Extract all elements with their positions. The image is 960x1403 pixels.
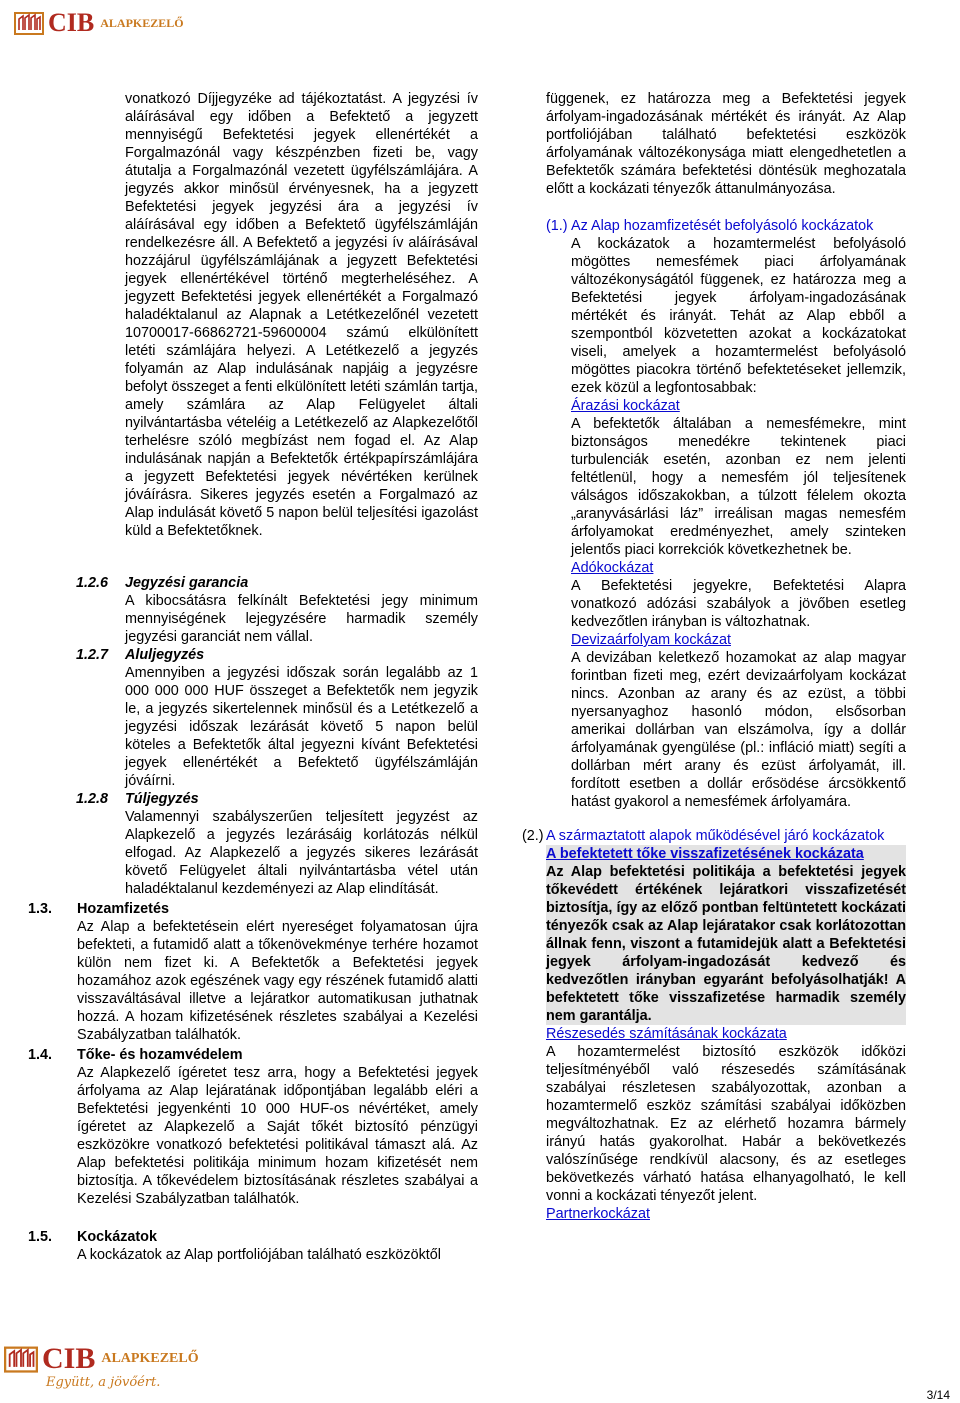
header-logo <box>14 6 184 40</box>
deviza-title: Devizaárfolyam kockázat <box>571 632 731 648</box>
s14-title: Tőke- és hozamvédelem <box>77 1047 243 1063</box>
cib-footer-logo-icon <box>4 1344 38 1374</box>
footer-tagline: Együtt, a jövőért. <box>46 1375 161 1390</box>
arazasi-body: A befektetők általában a nemesfémekre, mint biztonságos menedékre tekintenek piaci turbulenciák esetén, azonban ez nem jelenti feltétlenül, hogy a nemesfém jól teljesítenek válságos időszakokban, a túlzott félelem okozta „aranyvásárlási láz” irreálisan magas nemesfém árfolyamokat eredményezhet, amely szinteken jelentős piaci korrekciók következhetnek be. <box>571 416 906 558</box>
item-1 <box>571 217 906 811</box>
toke-title: A befektetett tőke visszafizetésének kockázata <box>546 845 906 863</box>
section-1-4 <box>77 1046 478 1208</box>
section-1-2-6 <box>125 574 478 646</box>
arazasi-title: Árazási kockázat <box>571 398 680 414</box>
s128-body: Valamennyi szabályszerűen teljesített jegyzést az Alapkezelő a jegyzés lezárásáig korlátozás nélkül elfogad. Az Alapkezelő a jegyzés sikeres lezárását követő Felügyelet általi nyilvántartásba vétel után haladéktalanul kezdeményezi az Alap elindítását. <box>125 809 478 897</box>
section-1-5 <box>77 1228 487 1264</box>
s126-number: 1.2.6 <box>76 575 109 591</box>
s14-body: Az Alapkezelő ígéretet tesz arra, hogy a Befektetési jegyek árfolyama az Alap lejáratának időpontjában legalább eléri a Befektetési jegyenkénti 10 000 HUF-os névértéket, amely ígéretet az Alapkezelő a Saját tőkét biztosító pénzügyi eszközökre vonatkozó befektetési politikával támaszt alá. Az Alap befektetési politikája minimum hozam kifizetését nem biztosítja. A tőkevédelem biztosításának részletes szabályai a Kezelési Szabályzatban találhatók. <box>77 1065 478 1207</box>
left-intro: vonatkozó Díjjegyzéke ad tájékoztatást. A jegyzési ív aláírásával egy időben a Befektető a jegyzett mennyiségű Befektetési jegyek ellenértékét a Forgalmazónál vagy készpénzben fizeti be, vagy átutalja a Forgalmazónál vezetett ügyfélszámlájára. A jegyzés akkor minősül érvényesnek, ha a jegyzett Befektetési jegyek jegyzési ára a jegyzési ív aláírásával egy időben a Befektető ügyfélszámláján rendelkezésre áll. A Befektető a jegyzési ív aláírásával hozzájárul ügyfélszámlájának a jegyzett Befektetési jegyek ellenértékével történő megterheléséhez. A jegyzett Befektetési jegyek ellenértékét a Forgalmazó haladéktalanul az Alapnak a Letétkezelőnél vezetett 10700017-66862721-59600004 számú elkülönített letéti számlájára helyezi. A Letétkezelő a jegyzés folyamán az Alap indulásának napjáig a jegyzésre befolyt összeget a fenti elkülönített letéti számlán tartja, amely számlára az Alap Felügyelet általi nyilvántartásba vételéig a Letétkezelő az Alapkezelőtől terhelésre szóló megbízást nem fogad el. Az Alap indulásának napján a Befektetők értékpapírszámlájára a jegyzett Befektetési jegyek névértéken kerülnek jóváírásra. Sikeres jegyzés esetén a Forgalmazó az Alap indulását követő 5 napon belül teljesítési igazolást küld a Befektetőknek. <box>125 91 478 539</box>
cib-logo-icon <box>14 10 44 36</box>
s127-body: Amennyiben a jegyzési időszak során legalább az 1 000 000 000 HUF összeget a Befektetők nem jegyzik le, a jegyzés sikertelennek minősül és a Letétkezelő a jegyzési időszak lezárását követő 5 napon belül köteles a Befektetők által jegyezni kívánt Befektetési jegyek ellenértékét a Befektető ügyfélszámláján jóváírni. <box>125 665 478 789</box>
footer-logo-alapkezelo: ALAPKEZELŐ <box>101 1351 199 1366</box>
s13-number: 1.3. <box>28 901 53 917</box>
deviza-body: A devizában keletkező hozamokat az alap magyar forintban fizeti meg, ezért devizaárfolyam kockázat nincs. Azonban az arany és az ezüst, a többi nyersanyaghoz hasonló módon, elsősorban amerikai dollárban van elszámolva, így a dollár árfolyamának gyengülése (pl.: infláció miatt) segíti a dollárban mért arany és ezüst árfolyamát, ill. fordított esetben a dollár erősödése árcsökkentő hatást gyakorol a nemesfémek árfolyamára. <box>571 650 906 810</box>
item1-title: Az Alap hozamfizetését befolyásoló kockázatok <box>571 218 874 234</box>
item2-title: A származtatott alapok működésével járó kockázatok <box>546 828 885 844</box>
adokockazat-title: Adókockázat <box>571 560 654 576</box>
s128-number: 1.2.8 <box>76 791 109 807</box>
s13-title: Hozamfizetés <box>77 901 169 917</box>
footer-logo <box>4 1343 224 1395</box>
toke-body: Az Alap befektetési politikája a befektetési jegyek tőkevédett értékének lejáratkori visszafizetését biztosítja, így az előző pontban feltüntetett kockázati tényezők csak az Alap lejáratakor csak korlátozottan állnak fenn, viszont a futamidejük alatt a Befektetési jegyek árfolyam-ingadozását kedvező és kedvezőtlen irányban egyaránt befolyásolhatják! A befektetett tőke visszafizetése harmadik személy nem garantálja. <box>546 864 906 1024</box>
item-2 <box>546 827 906 1223</box>
right-intro: függenek, ez határozza meg a Befektetési jegyek árfolyam-ingadozásának mértékét és irányát. Az Alap portfoliójában található befektetési eszközök árfolyamának változékonysága miatt elengedhetetlen a Befektetők számára befektetési döntésük meghozatala előtt a kockázati tényezők áttanulmányozása. <box>546 91 906 197</box>
s126-title: Jegyzési garancia <box>125 575 249 591</box>
s15-number: 1.5. <box>28 1229 53 1245</box>
s128-title: Túljegyzés <box>125 791 199 807</box>
header-logo-cib: CIB <box>48 8 95 37</box>
s13-body: Az Alap a befektetésein elért nyereséget folyamatosan újra befekteti, a futamidő alatt a tőkenövekménye terhére hozamot külön nem fizet ki. A Befektetők a Befektetési jegyek hozamához azok egészének vagy egy részének futamidő alatti visszaváltásával illetve a lejáratkor automatikusan juthatnak hozzá. A hozam kifizetésének részletes szabályai a Kezelési Szabályzatban találhatók. <box>77 919 478 1043</box>
page-number: 3/14 <box>926 1388 950 1402</box>
item1-number: (1.) <box>546 218 568 234</box>
s15-body: A kockázatok az Alap portfoliójában található eszközöktől <box>77 1247 441 1263</box>
footer-logo-cib: CIB <box>42 1342 96 1375</box>
section-1-2-8 <box>125 790 478 898</box>
s15-title: Kockázatok <box>77 1229 157 1245</box>
section-1-2-7 <box>125 646 478 790</box>
reszesedes-title: Részesedés számításának kockázata <box>546 1026 787 1042</box>
partner-title: Partnerkockázat <box>546 1206 650 1222</box>
item2-number: (2.) <box>522 828 544 844</box>
section-1-3 <box>77 900 478 1044</box>
s14-number: 1.4. <box>28 1047 53 1063</box>
s126-body: A kibocsátásra felkínált Befektetési jegy minimum mennyiségének lejegyzésére harmadik személy jegyzési garanciát nem vállal. <box>125 593 478 645</box>
item1-body: A kockázatok a hozamtermelést befolyásoló mögöttes nemesfémek piaci árfolyamának változékonyságától függenek, ez határozza meg a Befektetési jegyek árfolyam-ingadozásának mértékét és irányát. Tehát az Alap ebből a szempontból közvetetten azokat a kockázatokat viseli, amelyek a hozamtermelést befolyásoló mögöttes piacokra történő befektetéseket jellemzik, ezek közül a legfontosabbak: <box>571 236 906 396</box>
s127-number: 1.2.7 <box>76 647 109 663</box>
header-logo-alapkezelo: ALAPKEZELŐ <box>100 16 184 30</box>
s127-title: Aluljegyzés <box>125 647 205 663</box>
adokockazat-body: A Befektetési jegyekre, Befektetési Alapra vonatkozó adózási szabályok a jövőben esetleg kedvezőtlen irányban is változhatnak. <box>571 578 906 630</box>
reszesedes-body: A hozamtermelést biztosító eszközök időközi teljesítményéből való részesedés számításának szabályai részletesen szabályozottak, azonban a hozamtermelő eszköz számítási szabályai időközben megváltozhatnak. Ez az elérhető hozamra bármely irányú hatás gyakorolhat. Habár a bekövetkezés valószínűsége rendkívül alacsony, és az esetleges bekövetkezés várható hatása elhanyagolható, le kell vonni a kockázati tényezőt jelent. <box>546 1044 906 1204</box>
